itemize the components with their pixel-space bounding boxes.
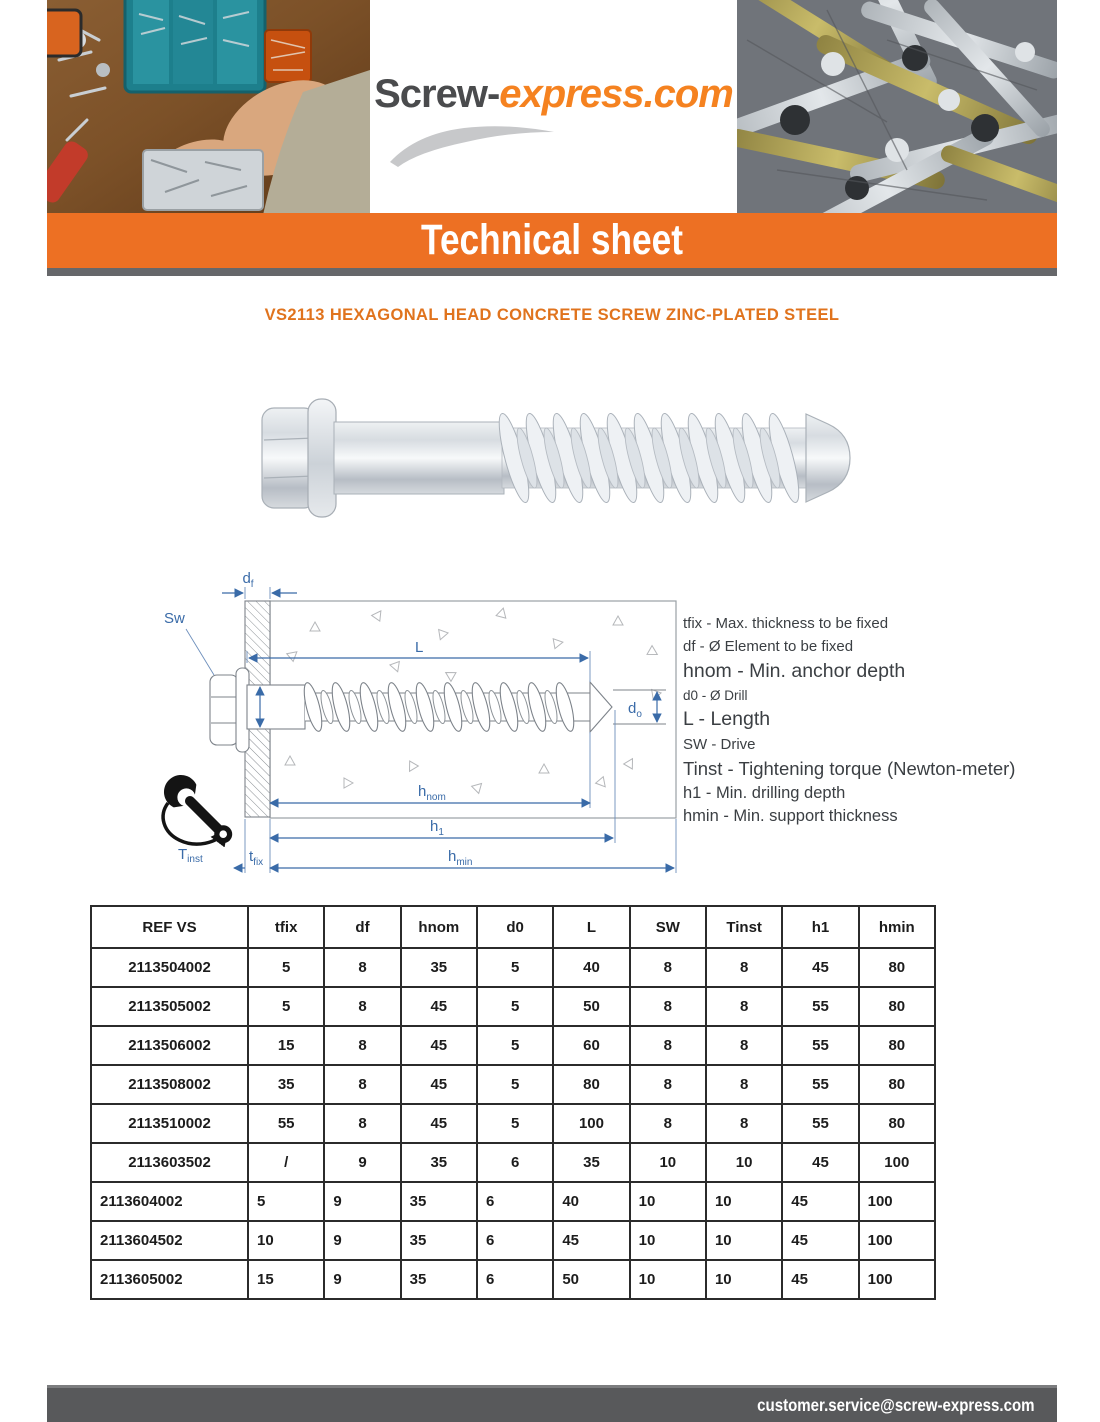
value-cell: 45 [401,1026,477,1065]
value-cell: 35 [248,1065,324,1104]
value-cell: 10 [706,1221,782,1260]
value-cell: 6 [477,1221,553,1260]
value-cell: 80 [859,948,935,987]
value-cell: 45 [401,1065,477,1104]
logo-text-dark: Screw- [374,72,500,116]
ref-cell: 2113510002 [91,1104,248,1143]
column-header: SW [630,906,706,948]
legend-item: tfix - Max. thickness to be fixed [683,615,889,632]
value-cell: 8 [630,987,706,1026]
value-cell: 80 [553,1065,629,1104]
ref-cell: 2113603502 [91,1143,248,1182]
value-cell: 50 [553,987,629,1026]
spec-table-header-row [91,906,935,948]
value-cell: 55 [782,1065,858,1104]
value-cell: 80 [859,1026,935,1065]
spec-table-body [91,948,935,1299]
value-cell: 100 [859,1221,935,1260]
value-cell: 100 [859,1182,935,1221]
torque-wrench-icon [157,768,242,865]
footer-bar [47,1385,1057,1422]
table-row [91,948,935,987]
column-header: tfix [248,906,324,948]
column-header: hmin [859,906,935,948]
logo-swoosh [386,120,566,170]
value-cell: 10 [630,1260,706,1299]
value-cell: 8 [324,1065,400,1104]
value-cell: 35 [401,948,477,987]
value-cell: 8 [324,1104,400,1143]
table-row [91,1221,935,1260]
value-cell: 10 [630,1221,706,1260]
value-cell: 8 [630,948,706,987]
value-cell: 8 [706,1026,782,1065]
value-cell: 8 [630,1026,706,1065]
diagram-legend [683,612,1073,828]
screws-photo [737,0,1057,215]
value-cell: 10 [630,1182,706,1221]
spec-table [90,905,936,1300]
value-cell: 45 [782,1221,858,1260]
value-cell: 35 [401,1260,477,1299]
ref-cell: 2113604502 [91,1221,248,1260]
value-cell: 5 [248,987,324,1026]
value-cell: 40 [553,948,629,987]
legend-item: d0 - Ø Drill [683,688,748,703]
value-cell: 50 [553,1260,629,1299]
column-header: Tinst [706,906,782,948]
legend-item: h1 - Min. drilling depth [683,784,846,802]
value-cell: 55 [782,987,858,1026]
value-cell: 10 [248,1221,324,1260]
product-screw-image [250,372,862,547]
value-cell: 15 [248,1260,324,1299]
ref-cell: 2113505002 [91,987,248,1026]
banner-shadow-strip [47,268,1057,276]
table-row [91,1143,935,1182]
value-cell: 9 [324,1182,400,1221]
table-row [91,987,935,1026]
column-header: REF VS [91,906,248,948]
value-cell: 5 [477,1065,553,1104]
ref-cell: 2113604002 [91,1182,248,1221]
value-cell: 100 [553,1104,629,1143]
value-cell: 35 [553,1143,629,1182]
sw-label: Sw [164,610,185,627]
value-cell: 8 [324,1026,400,1065]
logo-text-orange: express.com [499,72,733,116]
column-header: d0 [477,906,553,948]
value-cell: 80 [859,1065,935,1104]
value-cell: 9 [324,1143,400,1182]
value-cell: 35 [401,1143,477,1182]
column-header: df [324,906,400,948]
value-cell: 35 [401,1221,477,1260]
hnom-label: $h_{nom}$ [418,783,446,803]
tinst-label: $T_{inst}$ [178,846,203,865]
product-title: VS2113 HEXAGONAL HEAD CONCRETE SCREW ZINC-PLATED STEEL [264,306,840,324]
technical-sheet-banner [47,213,1057,268]
value-cell: 8 [706,1104,782,1143]
do-label: $d_o$ [628,700,642,720]
table-row [91,1182,935,1221]
value-cell: 100 [859,1143,935,1182]
value-cell: 6 [477,1260,553,1299]
value-cell: 60 [553,1026,629,1065]
value-cell: 8 [706,948,782,987]
ref-cell: 2113605002 [91,1260,248,1299]
value-cell: 40 [553,1182,629,1221]
value-cell: 6 [477,1182,553,1221]
value-cell: 8 [630,1104,706,1143]
ref-cell: 2113504002 [91,948,248,987]
value-cell: 100 [859,1260,935,1299]
legend-item: hnom - Min. anchor depth [683,660,906,682]
value-cell: 8 [706,1065,782,1104]
value-cell: 10 [706,1143,782,1182]
value-cell: 35 [401,1182,477,1221]
length-label: L [415,639,424,656]
legend-item: SW - Drive [683,736,756,753]
ref-cell: 2113506002 [91,1026,248,1065]
value-cell: 80 [859,987,935,1026]
value-cell: 10 [706,1182,782,1221]
value-cell: 5 [477,987,553,1026]
value-cell: / [248,1143,324,1182]
table-row [91,1104,935,1143]
hmin-label: $h_{min}$ [448,848,473,868]
value-cell: 45 [401,987,477,1026]
legend-item: Tinst - Tightening torque (Newton-meter) [683,758,1016,779]
column-header: hnom [401,906,477,948]
ref-cell: 2113508002 [91,1065,248,1104]
value-cell: 45 [782,1260,858,1299]
value-cell: 45 [401,1104,477,1143]
h1-label: $h_1$ [430,818,444,838]
value-cell: 5 [477,948,553,987]
value-cell: 8 [630,1065,706,1104]
logo-zone [370,0,737,215]
value-cell: 5 [477,1104,553,1143]
legend-item: df - Ø Element to be fixed [683,638,854,655]
site-logo [370,72,737,117]
footer-email-link[interactable]: customer.service@screw-express.com [757,1395,1035,1415]
table-row [91,1065,935,1104]
column-header: h1 [782,906,858,948]
installation-diagram [150,555,710,900]
value-cell: 45 [782,1182,858,1221]
value-cell: 8 [706,987,782,1026]
value-cell: 15 [248,1026,324,1065]
value-cell: 6 [477,1143,553,1182]
df-label: $d_f$ [242,570,254,590]
value-cell: 45 [553,1221,629,1260]
value-cell: 5 [248,948,324,987]
value-cell: 45 [782,948,858,987]
value-cell: 10 [630,1143,706,1182]
workbench-photo [47,0,370,215]
legend-item: hmin - Min. support thickness [683,807,898,825]
column-header: L [553,906,629,948]
value-cell: 55 [782,1026,858,1065]
value-cell: 80 [859,1104,935,1143]
value-cell: 8 [324,987,400,1026]
value-cell: 45 [782,1143,858,1182]
value-cell: 9 [324,1221,400,1260]
value-cell: 55 [248,1104,324,1143]
value-cell: 5 [477,1026,553,1065]
tfix-label: $t_{fix}$ [249,848,264,868]
legend-item: L - Length [683,708,771,730]
value-cell: 9 [324,1260,400,1299]
banner-title: Technical sheet [421,216,683,264]
value-cell: 55 [782,1104,858,1143]
value-cell: 10 [706,1260,782,1299]
table-row [91,1026,935,1065]
table-row [91,1260,935,1299]
value-cell: 5 [248,1182,324,1221]
value-cell: 8 [324,948,400,987]
